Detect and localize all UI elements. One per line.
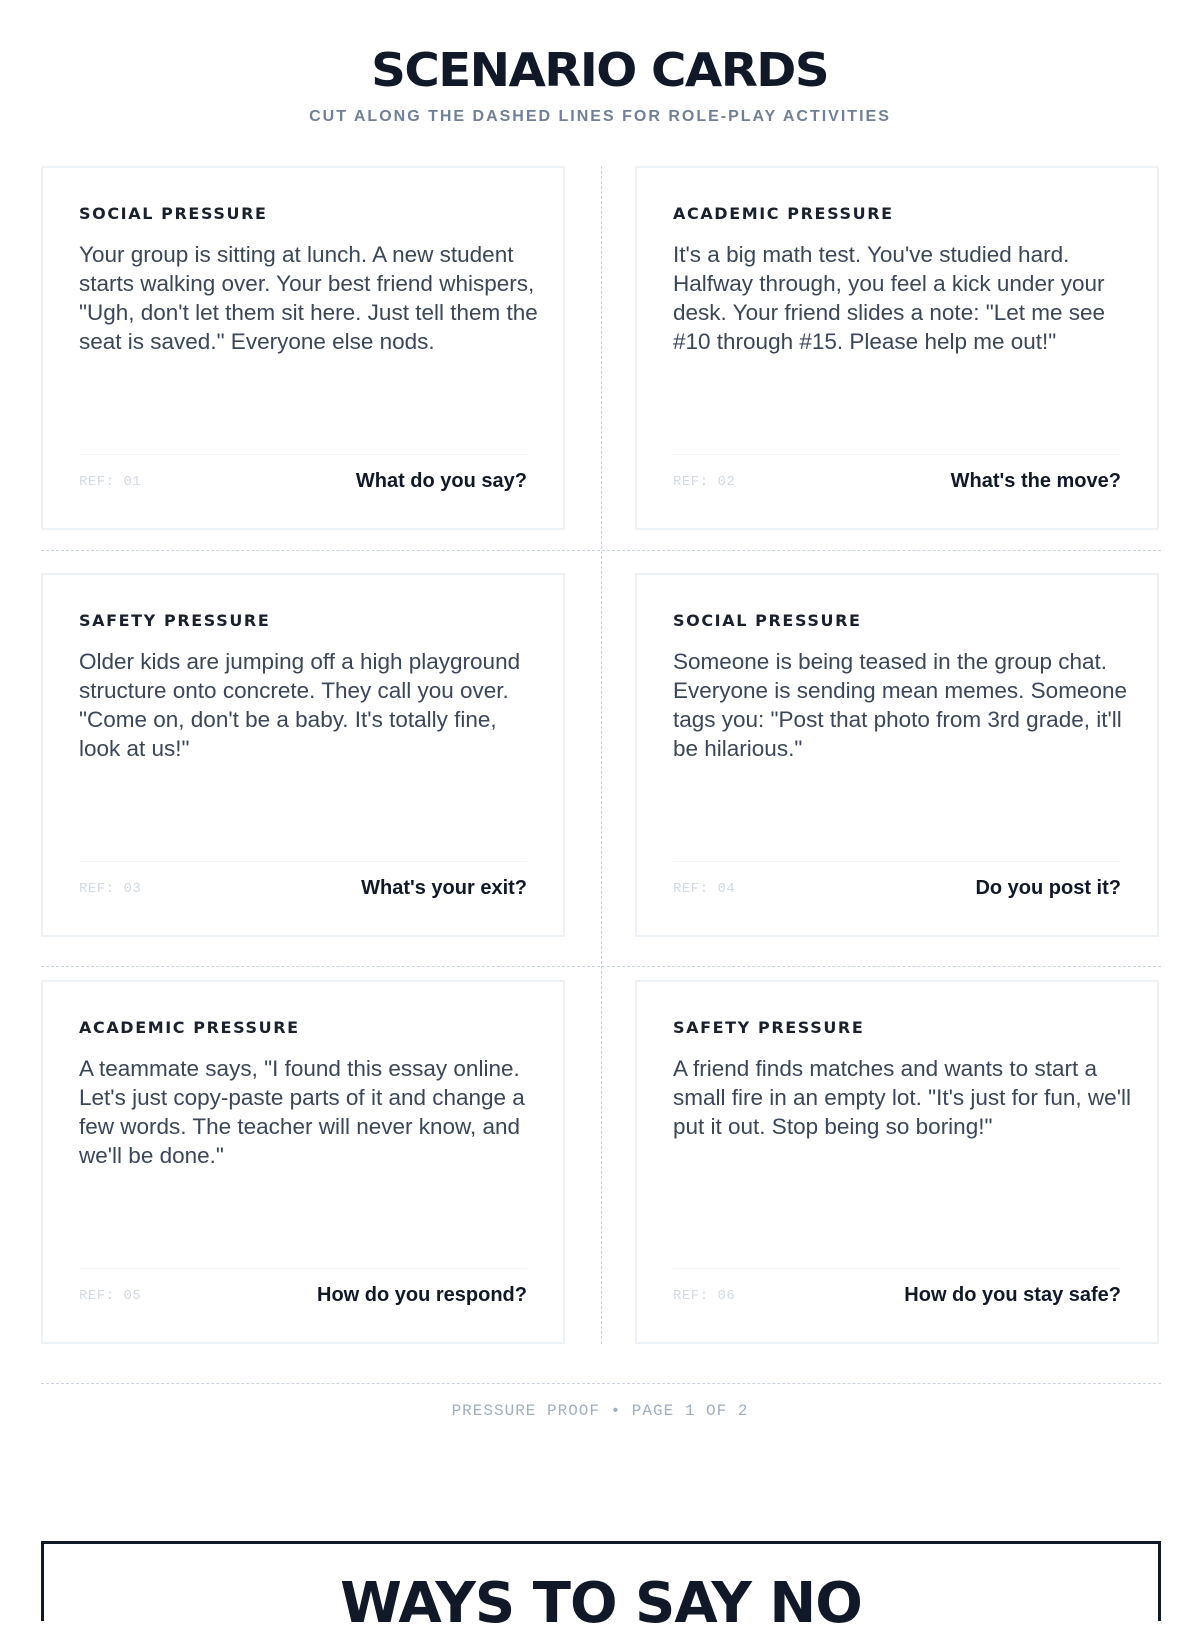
cut-line-horizontal-1: [41, 550, 1161, 551]
card-ref: REF: 06: [673, 1288, 736, 1304]
card-ref: REF: 02: [673, 474, 736, 490]
page-header: [0, 42, 1200, 126]
card-scenario-text: A friend finds matches and wants to start a small fire in an empty lot. "It's just for fun, we'll put it out. Stop being so boring!": [673, 1056, 1131, 1139]
card-question: Do you post it?: [975, 877, 1121, 899]
card-question: What's your exit?: [361, 877, 527, 899]
scenario-card-1: [41, 166, 565, 530]
page-title: SCENARIO CARDS: [371, 43, 829, 97]
scenario-card-5: [41, 980, 565, 1344]
card-category: ACADEMIC PRESSURE: [673, 204, 894, 223]
card-category: SAFETY PRESSURE: [79, 611, 271, 630]
card-category: SOCIAL PRESSURE: [79, 204, 268, 223]
card-divider: [673, 1268, 1121, 1269]
cut-line-horizontal-2: [41, 966, 1161, 967]
card-scenario-text: Your group is sitting at lunch. A new student starts walking over. Your best friend whispers, "Ugh, don't let them sit here. Just tell them the seat is saved." Everyone else nods.: [79, 242, 538, 354]
card-ref: REF: 04: [673, 881, 736, 897]
card-scenario-text: Older kids are jumping off a high playground structure onto concrete. They call you over. "Come on, don't be a baby. It's totally fine, look at us!": [79, 649, 521, 761]
card-ref: REF: 03: [79, 881, 142, 897]
card-scenario-text: It's a big math test. You've studied hard. Halfway through, you feel a kick under your desk. Your friend slides a note: "Let me see #10 through #15. Please help me out!": [673, 242, 1106, 354]
card-ref: REF: 01: [79, 474, 142, 490]
card-divider: [79, 861, 527, 862]
card-divider: [673, 861, 1121, 862]
card-scenario-text: Someone is being teased in the group chat. Everyone is sending mean memes. Someone tags you: "Post that photo from 3rd grade, it'll be hilarious.": [673, 649, 1127, 761]
next-section-box: [41, 1541, 1161, 1636]
card-ref: REF: 05: [79, 1288, 142, 1304]
scenario-card-4: [635, 573, 1159, 937]
card-scenario-text: A teammate says, "I found this essay online. Let's just copy-paste parts of it and change a few words. The teacher will never know, and we'll be done.": [79, 1056, 525, 1168]
card-divider: [79, 454, 527, 455]
card-category: SAFETY PRESSURE: [673, 1018, 865, 1037]
scenario-card-6: [635, 980, 1159, 1344]
cut-line-horizontal-3: [41, 1383, 1161, 1384]
card-category: ACADEMIC PRESSURE: [79, 1018, 300, 1037]
card-question: What's the move?: [950, 470, 1121, 492]
card-question: How do you stay safe?: [904, 1284, 1121, 1306]
card-divider: [673, 454, 1121, 455]
scenario-card-3: [41, 573, 565, 937]
card-question: What do you say?: [355, 470, 527, 492]
scenario-card-2: [635, 166, 1159, 530]
next-section-title: WAYS TO SAY NO: [340, 1571, 862, 1636]
page-subtitle: CUT ALONG THE DASHED LINES FOR ROLE-PLAY ACTIVITIES: [309, 108, 891, 125]
card-divider: [79, 1268, 527, 1269]
page-footer: PRESSURE PROOF • PAGE 1 OF 2: [451, 1402, 749, 1420]
cut-line-vertical: [601, 166, 602, 1344]
card-category: SOCIAL PRESSURE: [673, 611, 862, 630]
card-question: How do you respond?: [317, 1284, 527, 1306]
